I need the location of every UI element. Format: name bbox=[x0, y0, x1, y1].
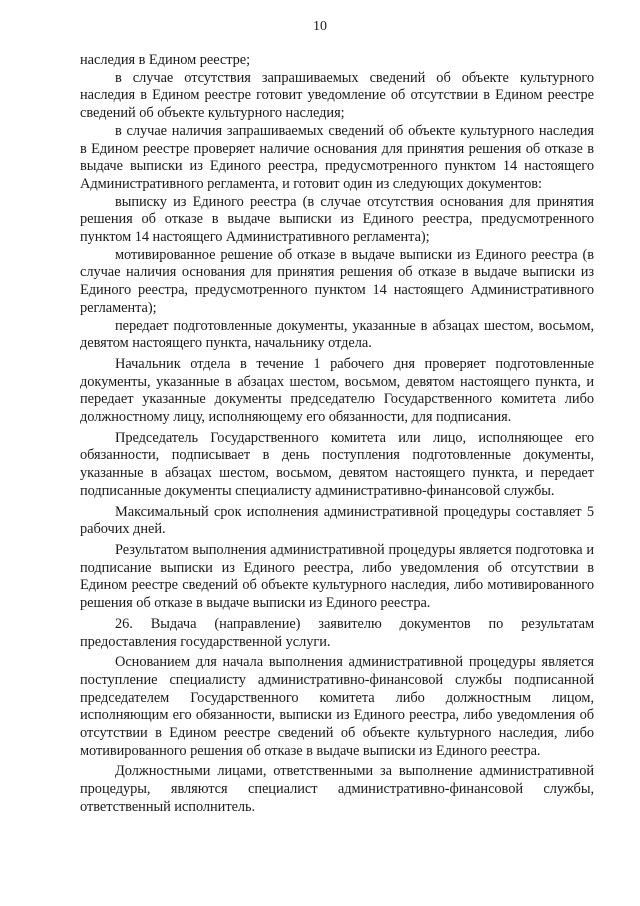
paragraph-continuation: наследия в Едином реестре; bbox=[80, 52, 251, 68]
paragraph-info-present-case: в случае наличия запрашиваемых сведений об объекте культурного наследия в Едином реестре проверяет наличие основания для принятия решения об отказе в выдаче выписки из Единого реестра, предусмотренного пунктом 14 настоящего Административного регламента, и готовит один из следующих документов: bbox=[80, 122, 594, 192]
document-body bbox=[80, 52, 594, 817]
paragraph-basis: Основанием для начала выполнения административной процедуры является поступление специалисту административно-финансовой службы подписанной председателем Государственного комитета либо должностным лицом, исполняющим его обязанности, выписки из Единого реестра, либо уведомления об отсутствии в Едином реестре сведений об объекте культурного наследия, либо мотивированного решения об отказе в выдаче выписки из Единого реестра. bbox=[80, 654, 594, 759]
paragraph-refusal-decision: мотивированное решение об отказе в выдаче выписки из Единого реестра (в случае наличия основания для принятия решения об отказе в выдаче выписки из Единого реестра, предусмотренного пунктом 14 настоящего Административного регламента); bbox=[80, 246, 594, 316]
paragraph-no-info-case: в случае отсутствия запрашиваемых сведений об объекте культурного наследия в Едином реестре готовит уведомление об отсутствии в Едином реестре сведений об объекте культурного наследия; bbox=[80, 69, 594, 122]
paragraph-chairman-signing: Председатель Государственного комитета или лицо, исполняющее его обязанности, подписывает в день поступления подготовленные документы, указанные в абзацах шестом, восьмом, девятом настоящего пункта, и передает подписанные документы специалисту административно-финансовой службы. bbox=[80, 429, 594, 499]
paragraph-head-review: Начальник отдела в течение 1 рабочего дня проверяет подготовленные документы, указанные в абзацах шестом, восьмом, девятом настоящего пункта, и передает указанные документы председателю Государственного комитета либо должностному лицу, исполняющему его обязанности, для подписания. bbox=[80, 355, 594, 426]
paragraph-registry-extract: выписку из Единого реестра (в случае отсутствия основания для принятия решения об отказе в выдаче выписки из Единого реестра, предусмотренного пунктом 14 настоящего Административного регламента); bbox=[80, 193, 594, 246]
paragraph-procedure-result: Результатом выполнения административной процедуры является подготовка и подписание выписки из Единого реестра, либо уведомления об отсутствии в Едином реестре сведений об объекте культурного наследия, либо мотивированного решения об отказе в выдаче выписки из Единого реестра. bbox=[80, 541, 594, 612]
paragraph-item-26: 26. Выдача (направление) заявителю документов по результатам предоставления государственной услуги. bbox=[80, 615, 594, 650]
paragraph-responsible-officials: Должностными лицами, ответственными за выполнение административной процедуры, являются специалист административно-финансовой службы, ответственный исполнитель. bbox=[80, 763, 594, 815]
page-number: 10 bbox=[313, 19, 327, 34]
paragraph-transfer-to-head: передает подготовленные документы, указанные в абзацах шестом, восьмом, девятом настоящего пункта, начальнику отдела. bbox=[80, 317, 594, 352]
paragraph-max-duration: Максимальный срок исполнения административной процедуры составляет 5 рабочих дней. bbox=[80, 503, 594, 538]
